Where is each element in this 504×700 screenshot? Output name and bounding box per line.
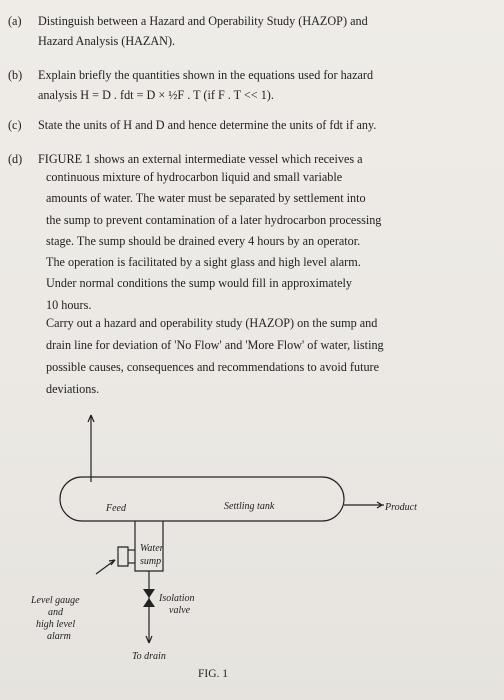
task-line: Carry out a hazard and operability study (HAZOP) on the sump and <box>46 316 378 330</box>
question-a-line-1: Distinguish between a Hazard and Operability Study (HAZOP) and <box>38 14 368 28</box>
settling-tank-label: Settling tank <box>224 501 275 512</box>
product-label: Product <box>385 502 417 513</box>
paragraph-line: the sump to prevent contamination of a later hydrocarbon processing <box>46 212 382 227</box>
to-drain-label: To drain <box>132 651 166 662</box>
isolation-valve-label-2: valve <box>169 605 191 616</box>
question-b-line-1: Explain briefly the quantities shown in the equations used for hazard <box>38 68 374 82</box>
question-d-label: (d) <box>8 152 23 166</box>
paragraph-line: stage. The sump should be drained every 4 hours by an operator. <box>46 233 361 248</box>
task-line: deviations. <box>46 382 100 396</box>
water-sump-label-2: sump <box>140 556 162 567</box>
paragraph-line: 10 hours. <box>46 297 92 312</box>
isolation-valve-label-1: Isolation <box>159 593 195 604</box>
level-gauge-pointer <box>96 560 115 574</box>
level-gauge-label-3: high level <box>36 619 76 630</box>
task-line: drain line for deviation of 'No Flow' and 'More Flow' of water, listing <box>46 338 384 352</box>
level-gauge-label-1: Level gauge <box>31 595 80 606</box>
isolation-valve-icon <box>143 589 155 598</box>
figure-caption: FIG. 1 <box>198 668 229 680</box>
feed-label: Feed <box>106 503 126 514</box>
paragraph-line: amounts of water. The water must be separated by settlement into <box>46 191 366 206</box>
question-a-line-2: Hazard Analysis (HAZAN). <box>38 34 176 48</box>
question-d-line-1: FIGURE 1 shows an external intermediate vessel which receives a <box>38 152 363 166</box>
question-b-line-2: analysis H = D . fdt = D × ½F . T (if F . T << 1). <box>38 88 274 102</box>
question-c-label: (c) <box>8 118 22 132</box>
paragraph-line: continuous mixture of hydrocarbon liquid and small variable <box>46 170 343 184</box>
question-b-label: (b) <box>8 68 23 82</box>
paragraph-line: Under normal conditions the sump would fill in approximately <box>46 276 352 291</box>
task-line: possible causes, consequences and recommendations to avoid future <box>46 360 380 374</box>
paragraph-line: The operation is facilitated by a sight glass and high level alarm. <box>46 255 361 270</box>
question-c-line-1: State the units of H and D and hence determine the units of fdt if any. <box>38 118 377 132</box>
settling-tank-vessel <box>60 477 344 521</box>
question-a-label: (a) <box>8 14 22 28</box>
water-sump-label-1: Water <box>140 543 164 554</box>
level-gauge-label-4: alarm <box>47 631 71 642</box>
level-gauge-label-2: and <box>48 607 63 618</box>
